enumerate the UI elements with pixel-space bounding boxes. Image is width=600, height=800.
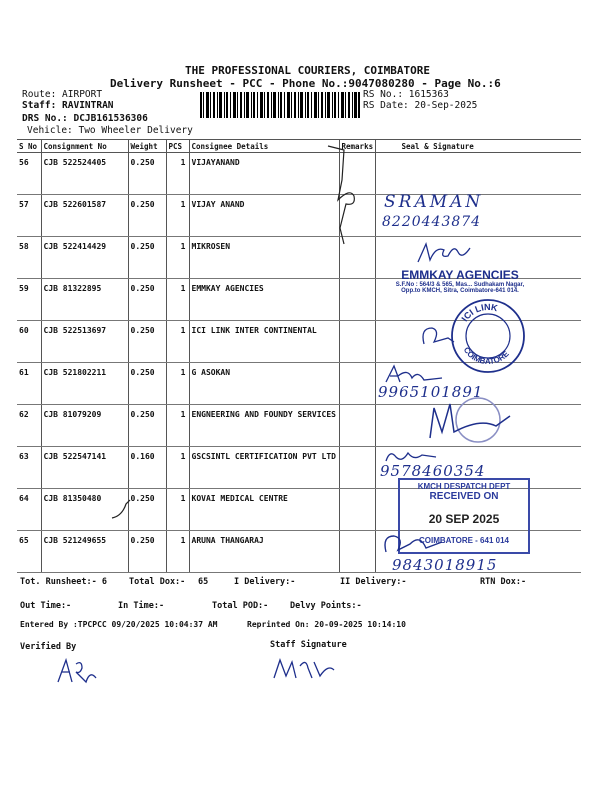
remarks-scribble	[320, 140, 370, 250]
cell-sno: 61	[17, 363, 41, 405]
total-dox-value: 65	[198, 577, 209, 587]
rs-date: RS Date: 20-Sep-2025	[363, 100, 478, 111]
cell-sno: 56	[17, 153, 41, 195]
cell-sno: 60	[17, 321, 41, 363]
kmch-stamp-date: 20 SEP 2025	[428, 512, 500, 526]
cell-remarks	[339, 531, 375, 573]
cell-sno: 62	[17, 405, 41, 447]
cell-remarks	[339, 447, 375, 489]
handwritten-phone-63: 9578460354	[380, 462, 486, 480]
kmch-stamp-line1: KMCH DESPATCH DEPT	[417, 482, 511, 491]
cell-pcs: 1	[166, 489, 189, 531]
kmch-stamp-line2: RECEIVED ON	[429, 491, 499, 502]
cell-sno: 65	[17, 531, 41, 573]
cell-pcs: 1	[166, 237, 189, 279]
cell-weight: 0.250	[128, 489, 166, 531]
cell-weight: 0.250	[128, 405, 166, 447]
cell-pcs: 1	[166, 447, 189, 489]
cell-consignment: CJB 81322895	[41, 279, 128, 321]
total-dox-label: Total Dox:-	[129, 577, 186, 587]
cell-weight: 0.250	[128, 321, 166, 363]
cell-consignee: GSCSINTL CERTIFICATION PVT LTD	[189, 447, 339, 489]
col-consignee: Consignee Details	[189, 140, 339, 153]
cell-consignee: EMMKAY AGENCIES	[189, 279, 339, 321]
cell-weight: 0.250	[128, 279, 166, 321]
cell-consignee: KOVAI MEDICAL CENTRE	[189, 489, 339, 531]
cell-sno: 57	[17, 195, 41, 237]
cell-pcs: 1	[166, 279, 189, 321]
cell-consignment: CJB 521249655	[41, 531, 128, 573]
cell-consignment: CJB 522513697	[41, 321, 128, 363]
emmkay-stamp-line1: S.F.No : 564/3 & 565, Mas... Sudhakam Nagar,	[395, 282, 525, 288]
handwritten-phone-65: 9843018915	[392, 556, 498, 574]
emmkay-stamp-title: EMMKAY AGENCIES	[401, 268, 519, 282]
delvy-points: Delvy Points:-	[290, 601, 362, 611]
cell-weight: 0.250	[128, 195, 166, 237]
cell-seal	[375, 153, 581, 195]
cell-consignee: MIKROSEN	[189, 237, 339, 279]
table-row	[17, 153, 581, 195]
cell-consignment: CJB 522601587	[41, 195, 128, 237]
cell-pcs: 1	[166, 153, 189, 195]
cell-weight: 0.250	[128, 531, 166, 573]
ici-stamp-top: ICI LINK	[459, 301, 499, 324]
cell-remarks	[339, 363, 375, 405]
cell-consignee: VIJAYANAND	[189, 153, 339, 195]
cell-sno: 59	[17, 279, 41, 321]
i-delivery: I Delivery:-	[234, 577, 296, 587]
cell-sno: 58	[17, 237, 41, 279]
ici-link-stamp	[448, 296, 528, 376]
col-sno: S No	[17, 140, 41, 153]
signature-62	[400, 388, 530, 444]
cell-consignment: CJB 522414429	[41, 237, 128, 279]
runsheet-subtitle: Delivery Runsheet - PCC - Phone No.:9047080280 - Page No.:6	[110, 77, 501, 90]
cell-pcs: 1	[166, 405, 189, 447]
tick-mark-64	[108, 498, 138, 522]
cell-consignment: CJB 81079209	[41, 405, 128, 447]
staff-signature-label: Staff Signature	[270, 640, 347, 650]
signature-60	[418, 320, 458, 350]
kmch-stamp-line3: COIMBATORE - 641 014	[419, 536, 509, 545]
table-row	[17, 195, 581, 237]
cell-weight: 0.250	[128, 237, 166, 279]
emmkay-stamp	[360, 268, 560, 294]
ici-stamp-bottom: COIMBATORE	[461, 345, 511, 367]
rtn-dox: RTN Dox:-	[480, 577, 527, 587]
cell-consignee: ARUNA THANGARAJ	[189, 531, 339, 573]
reprinted-on: Reprinted On: 20-09-2025 10:14:10	[247, 620, 406, 629]
cell-pcs: 1	[166, 195, 189, 237]
handwritten-phone-61: 9965101891	[378, 383, 484, 401]
cell-sno: 63	[17, 447, 41, 489]
signature-65	[380, 530, 450, 558]
cell-consignee: G ASOKAN	[189, 363, 339, 405]
cell-consignment: CJB 522524405	[41, 153, 128, 195]
route-label: Route: AIRPORT	[22, 89, 103, 100]
cell-pcs: 1	[166, 363, 189, 405]
col-pcs: PCS	[166, 140, 189, 153]
entered-by: Entered By :TPCPCC 09/20/2025 10:04:37 AM	[20, 620, 218, 629]
cell-remarks	[339, 321, 375, 363]
cell-consignee: VIJAY ANAND	[189, 195, 339, 237]
ii-delivery: II Delivery:-	[340, 577, 407, 587]
emmkay-stamp-line2: Opp.to KMCH, Sitra, Coimbatore-641 014.	[401, 288, 519, 294]
cell-consignment: CJB 522547141	[41, 447, 128, 489]
barcode	[200, 92, 360, 118]
verified-by: Verified By	[20, 642, 77, 652]
drs-number: DRS No.: DCJB161536306	[22, 113, 148, 124]
cell-consignment: CJB 521802211	[41, 363, 128, 405]
cell-weight: 0.250	[128, 153, 166, 195]
cell-remarks	[339, 489, 375, 531]
cell-sno: 64	[17, 489, 41, 531]
vehicle-label: Vehicle: Two Wheeler Delivery	[27, 125, 193, 136]
col-consignment: Consignment No	[41, 140, 128, 153]
rs-number: RS No.: 1615363	[363, 89, 449, 100]
cell-consignee: ENGNEERING AND FOUNDY SERVICES	[189, 405, 339, 447]
col-remarks: Remarks	[339, 140, 375, 153]
handwritten-phone-57: 8220443874	[382, 214, 482, 230]
staff-label: Staff: RAVINTRAN	[22, 100, 114, 111]
handwritten-name-57: SRAMAN	[384, 192, 484, 212]
cell-pcs: 1	[166, 321, 189, 363]
cell-consignee: ICI LINK INTER CONTINENTAL	[189, 321, 339, 363]
staff-signature	[270, 654, 340, 682]
total-pod: Total POD:-	[212, 601, 269, 611]
cell-remarks	[339, 405, 375, 447]
cell-weight: 0.160	[128, 447, 166, 489]
company-title: THE PROFESSIONAL COURIERS, COIMBATORE	[185, 64, 431, 77]
col-seal: Seal & Signature	[375, 140, 581, 153]
cell-pcs: 1	[166, 531, 189, 573]
in-time: In Time:-	[118, 601, 165, 611]
table-header-row	[17, 140, 581, 153]
signature-58	[414, 240, 474, 268]
col-weight: Weight	[128, 140, 166, 153]
tot-runsheet: Tot. Runsheet:- 6	[20, 577, 107, 587]
verified-signature	[52, 656, 102, 686]
cell-weight: 0.250	[128, 363, 166, 405]
cell-consignment: CJB 81350480	[41, 489, 128, 531]
out-time: Out Time:-	[20, 601, 72, 611]
